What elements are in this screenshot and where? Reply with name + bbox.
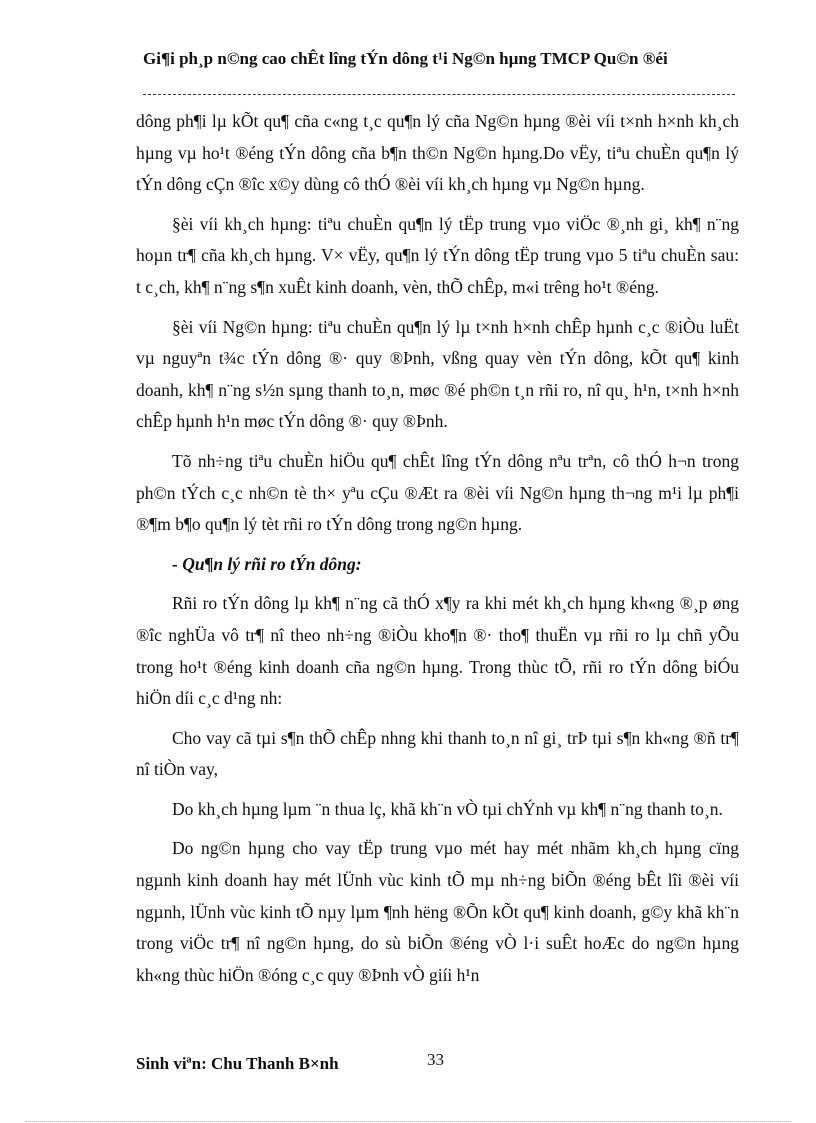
page-number: 33	[427, 1050, 444, 1069]
paragraph: Rñi ro tÝn dông lµ kh¶ n¨ng cã thÓ x¶y ra khi mét kh¸ch hµng kh«ng ®¸p øng ®îc nghÜa vô tr¶ nî theo nh÷ng ®iÒu kho¶n ®· tho¶ thuËn vµ rñi ro lµ chñ yÕu trong ho¹t ®éng kinh doanh cña ng©n hµng. Trong thùc tÕ, rñi ro tÝn dông biÓu hiÖn díi c¸c d¹ng nh:	[136, 593, 739, 709]
paragraph: Do kh¸ch hµng lµm ¨n thua lç, khã kh¨n vÒ tµi chÝnh vµ kh¶ n¨ng thanh to¸n.	[172, 798, 723, 819]
header-divider	[143, 94, 735, 95]
paragraph: §èi víi kh¸ch hµng: tiªu chuÈn qu¶n lý tËp trung vµo viÖc ®¸nh gi¸ kh¶ n¨ng hoµn tr¶ cña kh¸ch hµng. V× vËy, qu¶n lý tÝn dông tËp trung vµo 5 tiªu chuÈn sau: t c¸ch, kh¶ n¨ng s¶n xuÊt kinh doanh, vèn, thÕ chÊp, m«i trêng ho¹t ®éng.	[136, 213, 739, 297]
footer-student-name: Sinh viªn: Chu Thanh B×nh	[136, 1054, 339, 1073]
paragraph: dông ph¶i lµ kÕt qu¶ cña c«ng t¸c qu¶n lý cña Ng©n hµng ®èi víi t×nh h×nh kh¸ch hµng vµ ho¹t ®éng tÝn dông cña b¶n th©n Ng©n hµng.Do vËy, tiªu chuÈn qu¶n lý tÝn dông cÇn ®îc x©y dùng cô thÓ ®èi víi kh¸ch hµng vµ Ng©n hµng.	[136, 111, 739, 195]
document-body	[136, 106, 739, 999]
page-bottom-border	[25, 1121, 791, 1122]
page-header-title: Gi¶i ph¸p n©ng cao chÊt lîng tÝn dông t¹i Ng©n hµng TMCP Qu©n ®éi	[143, 49, 668, 68]
section-subheading: - Qu¶n lý rñi ro tÝn dông:	[172, 553, 362, 574]
paragraph: Cho vay cã tµi s¶n thÕ chÊp nhng khi thanh to¸n nî gi¸ trÞ tµi s¶n kh«ng ®ñ tr¶ nî tiÒn vay,	[136, 727, 739, 780]
paragraph: Do ng©n hµng cho vay tËp trung vµo mét hay mét nhãm kh¸ch hµng cïng ngµnh kinh doanh hay mét lÜnh vùc kinh tÕ mµ nh÷ng biÕn ®éng bÊt lîi ®èi víi ngµnh, lÜnh vùc kinh tÕ nµy lµm ¶nh hëng ®Õn kÕt qu¶ kinh doanh, g©y khã kh¨n trong viÖc tr¶ nî ng©n hµng, do sù biÕn ®éng vÒ l·i suÊt hoÆc do ng©n hµng kh«ng thùc hiÖn ®óng c¸c quy ®Þnh vÒ giíi h¹n	[136, 838, 739, 985]
paragraph: Tõ nh÷ng tiªu chuÈn hiÖu qu¶ chÊt lîng tÝn dông nªu trªn, cô thÓ h¬n trong ph©n tÝch c¸c nh©n tè th× yªu cÇu ®Æt ra ®èi víi Ng©n hµng th¬ng m¹i lµ ph¶i ®¶m b¶o qu¶n lý tèt rñi ro tÝn dông trong ng©n hµng.	[136, 450, 739, 535]
paragraph: §èi víi Ng©n hµng: tiªu chuÈn qu¶n lý lµ t×nh h×nh chÊp hµnh c¸c ®iÒu luËt vµ nguyªn t¾c tÝn dông ®· quy ®Þnh, vßng quay vèn tÝn dông, kÕt qu¶ kinh doanh, kh¶ n¨ng s½n sµng thanh to¸n, møc ®é ph©n t¸n rñi ro, nî qu¸ h¹n, t×nh h×nh chÊp hµnh h¹n møc tÝn dông ®· quy ®Þnh.	[136, 316, 739, 432]
